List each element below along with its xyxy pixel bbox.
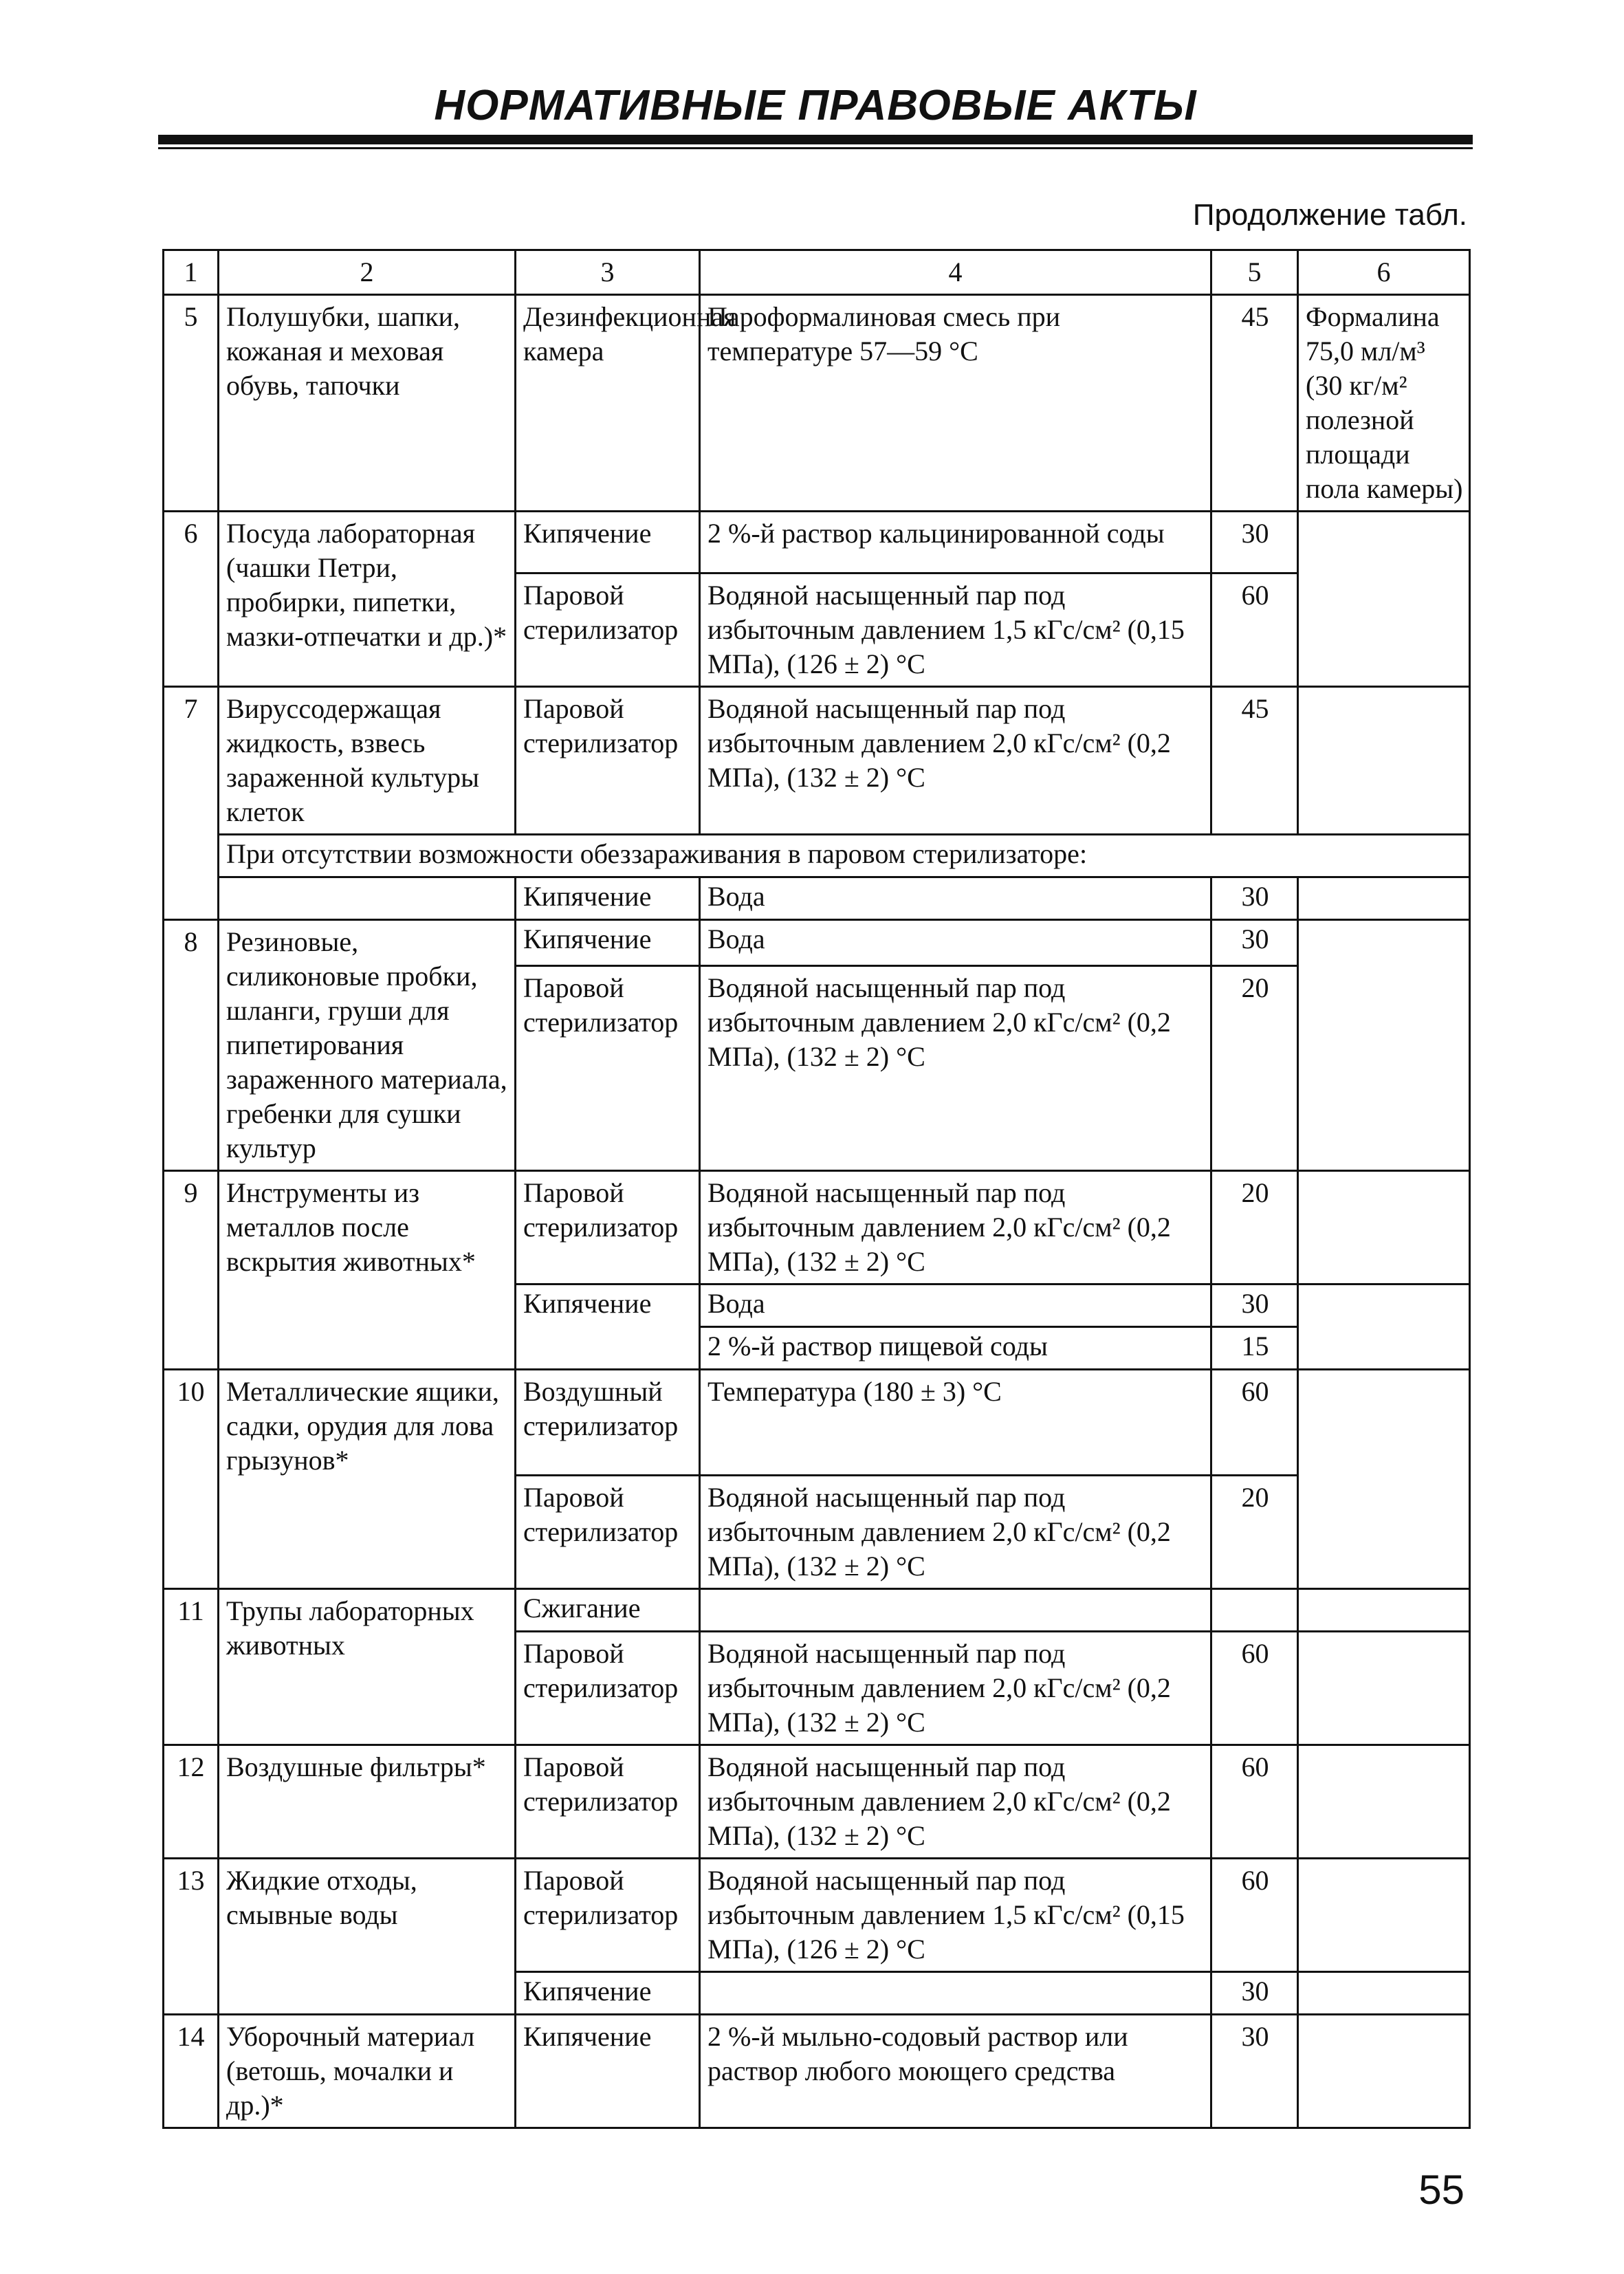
agent-cell: Водяной насыщенный пар под избыточным давлением 2,0 кГс/см² (0,2 МПа), (132 ± 2) °С [700,1632,1211,1745]
object-cell: Инструменты из металлов после вскрытия животных* [219,1171,516,1370]
object-cell: Уборочный материал (ветошь, мочалки и др.)* [219,2015,516,2128]
page-title: НОРМАТИВНЫЕ ПРАВОВЫЕ АКТЫ [434,82,1197,129]
disinfection-table [162,249,1471,2129]
object-cell [219,877,516,920]
agent-cell: Водяной насыщенный пар под избыточным давлением 1,5 кГс/см² (0,15 МПа), (126 ± 2) °С [700,573,1211,687]
table-row [164,1370,1470,1476]
row-number: 8 [164,920,219,1171]
method-cell: Кипячение [516,2015,700,2128]
column-header: 3 [516,250,700,295]
table-row [164,835,1470,877]
method-cell: Паровой стерилизатор [516,1632,700,1745]
method-cell: Паровой стерилизатор [516,1476,700,1589]
time-cell: 45 [1211,295,1298,512]
row-number: 14 [164,2015,219,2128]
table-row [164,1745,1470,1859]
method-cell: Сжигание [516,1589,700,1632]
column-header: 1 [164,250,219,295]
page-number: 55 [1418,2167,1464,2213]
column-header: 6 [1298,250,1470,295]
time-cell: 60 [1211,1745,1298,1859]
agent-cell: Водяной насыщенный пар под избыточным давлением 2,0 кГс/см² (0,2 МПа), (132 ± 2) °С [700,965,1211,1170]
row-number: 9 [164,1171,219,1370]
header-rule-thin [158,147,1473,149]
table-row [164,295,1470,512]
agent-cell [700,1972,1211,2015]
object-cell: Вируссодержащая жидкость, взвесь зараженной культуры клеток [219,687,516,835]
note-cell: Формалина 75,0 мл/м³ (30 кг/м² полезной площади пола камеры) [1298,295,1470,512]
time-cell: 20 [1211,1171,1298,1284]
table-row [164,687,1470,835]
agent-cell: 2 %-й раствор кальцинированной соды [700,512,1211,573]
row-number: 5 [164,295,219,512]
time-cell: 20 [1211,965,1298,1170]
time-cell: 30 [1211,1284,1298,1327]
method-cell: Кипячение [516,920,700,966]
object-cell: Металлические ящики, садки, орудия для лова грызунов* [219,1370,516,1589]
method-cell: Воздушный стерилизатор [516,1370,700,1476]
time-cell: 30 [1211,2015,1298,2128]
method-cell: Кипячение [516,877,700,920]
note-cell [1298,877,1470,920]
table-row [164,877,1470,920]
note-cell [1298,1745,1470,1859]
agent-cell: Водяной насыщенный пар под избыточным давлением 2,0 кГс/см² (0,2 МПа), (132 ± 2) °С [700,1476,1211,1589]
agent-cell [700,1589,1211,1632]
note-cell [1298,920,1470,1171]
object-cell: Полушубки, шапки, кожаная и меховая обувь, тапочки [219,295,516,512]
note-cell [1298,1589,1470,1632]
table-row [164,1859,1470,1972]
table-row [164,1589,1470,1632]
time-cell: 30 [1211,877,1298,920]
method-cell: Кипячение [516,1972,700,2015]
agent-cell: Водяной насыщенный пар под избыточным давлением 2,0 кГс/см² (0,2 МПа), (132 ± 2) °С [700,1745,1211,1859]
time-cell: 30 [1211,512,1298,573]
table-header-row [164,250,1470,295]
time-cell: 15 [1211,1327,1298,1370]
note-cell [1298,1171,1470,1284]
agent-cell: Водяной насыщенный пар под избыточным давлением 2,0 кГс/см² (0,2 МПа), (132 ± 2) °С [700,687,1211,835]
note-cell [1298,1859,1470,1972]
method-cell: Паровой стерилизатор [516,1859,700,1972]
span-note: При отсутствии возможности обеззараживания в паровом стерилизаторе: [219,835,1470,877]
method-cell: Кипячение [516,512,700,573]
note-cell [1298,512,1470,687]
agent-cell: Вода [700,877,1211,920]
column-header: 4 [700,250,1211,295]
method-cell: Паровой стерилизатор [516,1171,700,1284]
agent-cell: Вода [700,1284,1211,1327]
row-number: 7 [164,687,219,920]
table-row [164,1171,1470,1284]
header-rule-thick [158,135,1473,144]
method-cell: Паровой стерилизатор [516,1745,700,1859]
row-number: 10 [164,1370,219,1589]
table-continuation-label: Продолжение табл. [1192,198,1467,232]
agent-cell: 2 %-й мыльно-содовый раствор или раствор любого моющего средства [700,2015,1211,2128]
agent-cell: Вода [700,920,1211,966]
note-cell [1298,1972,1470,2015]
agent-cell: Температура (180 ± 3) °С [700,1370,1211,1476]
agent-cell: Водяной насыщенный пар под избыточным давлением 2,0 кГс/см² (0,2 МПа), (132 ± 2) °С [700,1171,1211,1284]
row-number: 12 [164,1745,219,1859]
object-cell: Посуда лабораторная (чашки Петри, пробирки, пипетки, мазки-отпечатки и др.)* [219,512,516,687]
method-cell: Кипячение [516,1284,700,1370]
note-cell [1298,2015,1470,2128]
method-cell: Паровой стерилизатор [516,687,700,835]
time-cell: 60 [1211,1859,1298,1972]
agent-cell: 2 %-й раствор пищевой соды [700,1327,1211,1370]
agent-cell: Пароформалиновая смесь при температуре 57—59 °С [700,295,1211,512]
note-cell [1298,687,1470,835]
object-cell: Трупы лабораторных животных [219,1589,516,1745]
method-cell: Дезинфекционная камера [516,295,700,512]
time-cell [1211,1589,1298,1632]
column-header: 5 [1211,250,1298,295]
time-cell: 30 [1211,920,1298,966]
row-number: 11 [164,1589,219,1745]
time-cell: 45 [1211,687,1298,835]
method-cell: Паровой стерилизатор [516,573,700,687]
time-cell: 60 [1211,573,1298,687]
time-cell: 60 [1211,1370,1298,1476]
row-number: 13 [164,1859,219,2015]
method-cell: Паровой стерилизатор [516,965,700,1170]
time-cell: 30 [1211,1972,1298,2015]
note-cell [1298,1632,1470,1745]
time-cell: 60 [1211,1632,1298,1745]
object-cell: Резиновые, силиконовые пробки, шланги, груши для пипетирования зараженного материала, гребенки для сушки культур [219,920,516,1171]
table-row [164,512,1470,573]
object-cell: Воздушные фильтры* [219,1745,516,1859]
agent-cell: Водяной насыщенный пар под избыточным давлением 1,5 кГс/см² (0,15 МПа), (126 ± 2) °С [700,1859,1211,1972]
time-cell: 20 [1211,1476,1298,1589]
column-header: 2 [219,250,516,295]
row-number: 6 [164,512,219,687]
object-cell: Жидкие отходы, смывные воды [219,1859,516,2015]
table-row [164,2015,1470,2128]
note-cell [1298,1370,1470,1589]
note-cell [1298,1284,1470,1370]
table-row [164,920,1470,966]
